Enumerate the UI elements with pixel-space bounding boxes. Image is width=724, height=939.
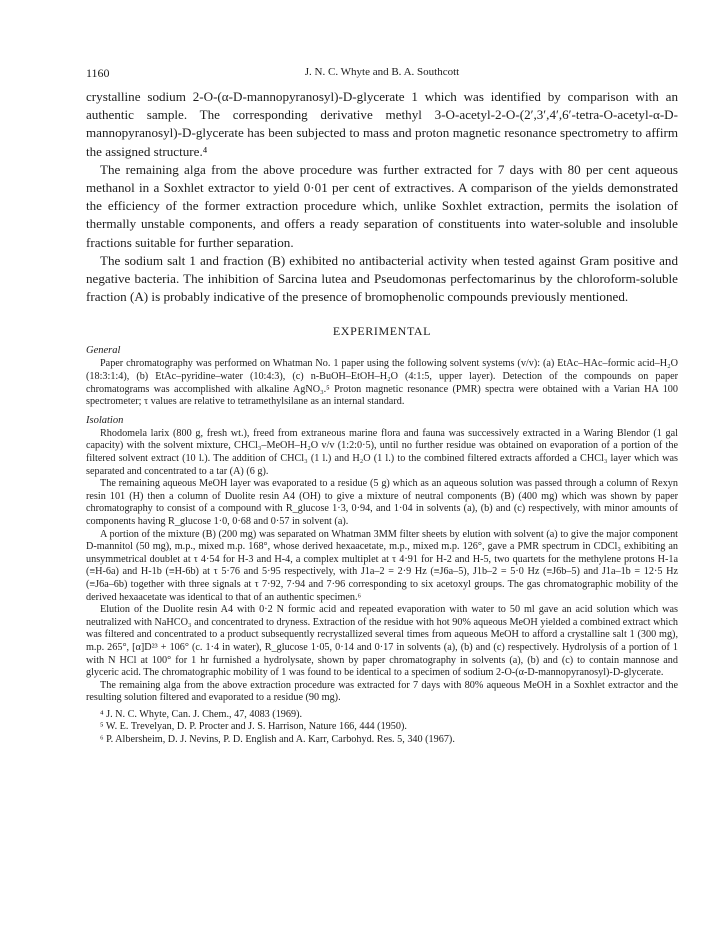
footnote-4: ⁴ J. N. C. Whyte, Can. J. Chem., 47, 4083 (1969). [100,708,303,720]
isolation-paragraph-4 [86,604,678,680]
isolation-paragraph-3 [86,529,678,605]
intro-paragraph-2 [86,161,678,252]
page-header [86,66,678,86]
isolation-paragraph-1-text: Rhodomela larix (800 g, fresh wt.), freed from extraneous marine flora and fauna was successively extracted in a Waring Blendor (1 gal capacity) with the solvent mixture, CHCl₃–MeOH–H₂O v/v (1:2:0·5), until no further residue was obtained on evaporation of a portion of the filtered solvent extract (10 l.). The addition of CHCl₃ (1 l.) and H₂O (1 l.) to the combined filtered extracts afforded a CHCl₃ layer which was separated and concentrated to a tar (A) (6 g). [86,427,678,477]
intro-paragraph-2-text: The remaining alga from the above procedure was further extracted for 7 days with 80 per cent aqueous methanol in a Soxhlet extractor to yield 0·01 per cent of extractives. A comparison of the yields demonstrated the efficiency of the former extraction procedure which, unlike Soxhlet extraction, permits the isolation of thermally unstable components, and offers a ready separation of constituents into water-soluble and insoluble fractions suitable for further separation. [86,161,678,250]
subheading-isolation: Isolation [86,414,124,426]
isolation-paragraph-2-text: The remaining aqueous MeOH layer was evaporated to a residue (5 g) which as an aqueous solution was passed through a column of Rexyn resin 101 (H) then a column of Duolite resin A4 (OH) to give a mixture of neutral components (B) (400 mg) which was shown by paper chromatography to consist of a compound with R_glucose 1·3, 0·94, and 1·04 in solvents (a), (b) and (c) respectively, with minor amounts of components having R_glucose 1·0, 0·68 and 0·57 in solvent (a). [86,478,678,527]
page-number: 1160 [86,66,110,80]
intro-paragraph-3 [86,252,678,307]
isolation-paragraph-3-text: A portion of the mixture (B) (200 mg) was separated on Whatman 3MM filter sheets by elution with solvent (a) to give the major component D-mannitol (50 mg), m.p., mixed m.p. 168°, whose derived hexaacetate, m.p., mixed m.p. 126°, gave a PMR spectrum in CDCl₃ exhibiting an unsymmetrical doublet at τ 4·54 for H-3 and H-4, a complex multiplet at τ 4·91 for H-2 and H-5, two quartets for the methylene protons H-1a (≡H-6a) and H-1b (≡H-6b) at τ 5·76 and 5·95 respectively, with J1a–2 = 2·9 Hz (≡J6a–5), J1b–2 = 5·0 Hz (≡J6b–5) and J1a–1b = 12·5 Hz (≡J6a–6b) together with three signals at τ 7·92, 7·94 and 7·96 corresponding to six acetoxyl groups. The gas chromatographic mobility of the derived hexaacetate was identical to that of an authentic specimen.⁶ [86,528,678,603]
isolation-paragraph-4-text: Elution of the Duolite resin A4 with 0·2 N formic acid and repeated evaporation with water to 50 ml gave an acid solution which was neutralized with NaHCO₃ and concentrated to dryness. Extraction of the residue with hot 90% aqueous MeOH yielded a combined extract which was filtered and concentrated to a product subsequently recrystallized several times from aqueous MeOH to afford a crystalline salt 1 (300 mg), m.p. 265°, [α]D²³ + 106° (c. 1·4 in water), R_glucose 1·05, 0·14 and 0·17 in solvents (a), (b) and (c) respectively. Hydrolysis of a portion of 1 with N HCl at 100° for 1 hr furnished a hydrolysate, shown by paper chromatography in solvents (a), (b) and (c) to contain mannose and glyceric acid. The chromatographic mobility of 1 was found to be identical to a specimen of sodium 2-O-(α-D-mannopyranosyl)-D-glycerate. [86,604,678,679]
isolation-paragraph-2 [86,478,678,528]
paper-page [86,66,678,747]
isolation-paragraph-1 [86,428,678,478]
section-heading-experimental: EXPERIMENTAL [332,324,432,339]
footnote-5: ⁵ W. E. Trevelyan, D. P. Procter and J. S. Harrison, Nature 166, 444 (1950). [100,721,407,733]
subheading-general: General [86,345,121,357]
general-paragraph [86,358,678,408]
intro-paragraph-1: crystalline sodium 2-O-(α-D-mannopyranosyl)-D-glycerate 1 which was identified by comparison with an authentic sample. The corresponding derivative methyl 3-O-acetyl-2-O-(2′,3′,4′,6′-tetra-O-acetyl-α-D-mannopyranosyl)-D-glycerate has been subjected to mass and proton magnetic resonance spectrometry to affirm the assigned structure.⁴ [86,89,678,159]
footnote-6: ⁶ P. Albersheim, D. J. Nevins, P. D. English and A. Karr, Carbohyd. Res. 5, 340 (1967). [100,734,455,746]
isolation-paragraph-5 [86,680,678,705]
general-paragraph-text: Paper chromatography was performed on Whatman No. 1 paper using the following solvent systems (v/v): (a) EtAc–HAc–formic acid–H₂O (18:3:1:4), (b) EtAc–pyridine–water (10:4:3), (c) n-BuOH–EtOH–H₂O (4:1:5, upper layer). Detection of the compounds on paper chromatograms was accomplished with alkaline AgNO₃.⁵ Proton magnetic resonance (PMR) spectra were obtained with a Varian HA 100 spectrometer; τ values are relative to tetramethylsilane as an internal standard. [86,358,678,408]
running-head: J. N. C. Whyte and B. A. Southcott [304,66,460,78]
intro-paragraph-3-text: The sodium salt 1 and fraction (B) exhibited no antibacterial activity when tested against Gram positive and negative bacteria. The inhibition of Sarcina lutea and Pseudomonas perfectomarinus by the chloroform-soluble fraction (A) is probably indicative of the presence of bromophenolic compounds previously mentioned. [86,252,678,305]
footnotes [86,709,678,747]
isolation-paragraph-5-text: The remaining alga from the above extraction procedure was extracted for 7 days with 80% aqueous MeOH in a Soxhlet extractor and the resulting solution filtered and evaporated to a residue (90 mg). [86,679,678,704]
